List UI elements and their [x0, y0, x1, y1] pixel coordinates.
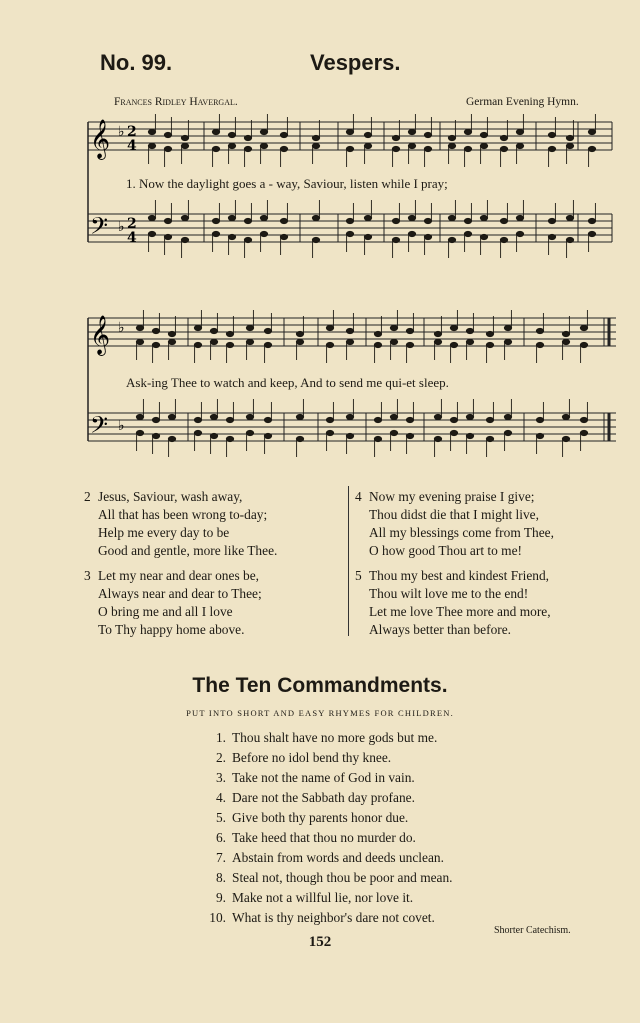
note-head	[500, 237, 507, 242]
note-head	[588, 218, 595, 223]
note-head	[466, 414, 473, 419]
note-head	[480, 215, 487, 220]
note-head	[406, 342, 413, 347]
note-head	[164, 218, 171, 223]
note-head	[212, 231, 219, 236]
note-head	[181, 143, 188, 148]
note-head	[486, 331, 493, 336]
note-head	[516, 215, 523, 220]
note-head	[346, 231, 353, 236]
note-head	[464, 231, 471, 236]
note-head	[466, 339, 473, 344]
note-head	[588, 231, 595, 236]
note-head	[210, 339, 217, 344]
hymn-title: Vespers.	[310, 50, 401, 75]
note-head	[464, 129, 471, 134]
note-head	[326, 325, 333, 330]
time-sig-bottom: 4	[127, 138, 137, 154]
note-head	[152, 417, 159, 422]
note-head	[181, 215, 188, 220]
note-head	[588, 129, 595, 134]
note-head	[264, 342, 271, 347]
note-head	[244, 135, 251, 140]
key-flat-icon: ♭	[118, 124, 125, 140]
note-head	[408, 143, 415, 148]
note-head	[228, 234, 235, 239]
note-head	[168, 331, 175, 336]
note-head	[326, 430, 333, 435]
note-head	[228, 143, 235, 148]
note-head	[392, 218, 399, 223]
note-head	[346, 328, 353, 333]
note-head	[450, 430, 457, 435]
note-head	[164, 146, 171, 151]
note-head	[364, 132, 371, 137]
note-head	[264, 328, 271, 333]
hymn-tune: German Evening Hymn.	[466, 96, 579, 108]
note-head	[390, 339, 397, 344]
bass-clef-icon: 𝄢	[90, 212, 109, 245]
note-head	[548, 234, 555, 239]
note-head	[390, 430, 397, 435]
note-head	[536, 417, 543, 422]
verse-2: 2 Jesus, Saviour, wash away, All that has been wrong to-day; Help me every day to be Good and gentle, more like Thee.	[84, 489, 278, 558]
note-head	[346, 218, 353, 223]
note-head	[210, 414, 217, 419]
lyrics-line-2: Ask-ing Thee to watch and keep, And to send me qui-et sleep.	[126, 375, 449, 390]
note-head	[312, 237, 319, 242]
lyrics-line-1: 1. Now the daylight goes a - way, Saviour, listen while I pray;	[126, 176, 448, 191]
note-head	[480, 132, 487, 137]
commandment-item: 6. Take heed that thou no murder do.	[215, 830, 416, 845]
key-flat-icon: ♭	[118, 320, 125, 336]
note-head	[548, 132, 555, 137]
music-score	[0, 0, 640, 470]
note-head	[226, 331, 233, 336]
note-head	[312, 215, 319, 220]
note-head	[260, 129, 267, 134]
note-head	[406, 433, 413, 438]
note-head	[392, 135, 399, 140]
key-flat-icon: ♭	[118, 219, 125, 235]
note-head	[346, 414, 353, 419]
note-head	[392, 146, 399, 151]
note-head	[562, 339, 569, 344]
note-head	[212, 129, 219, 134]
note-head	[364, 215, 371, 220]
note-head	[136, 430, 143, 435]
note-head	[194, 417, 201, 422]
note-head	[228, 132, 235, 137]
note-head	[136, 414, 143, 419]
note-head	[448, 143, 455, 148]
note-head	[152, 342, 159, 347]
note-head	[434, 339, 441, 344]
note-head	[280, 132, 287, 137]
note-head	[148, 143, 155, 148]
note-head	[260, 231, 267, 236]
note-head	[562, 436, 569, 441]
note-head	[246, 430, 253, 435]
note-head	[500, 218, 507, 223]
note-head	[164, 234, 171, 239]
note-head	[450, 342, 457, 347]
note-head	[136, 325, 143, 330]
note-head	[168, 339, 175, 344]
commandment-item: 4. Dare not the Sabbath day profane.	[215, 790, 415, 805]
note-head	[450, 325, 457, 330]
note-head	[226, 417, 233, 422]
note-head	[486, 342, 493, 347]
note-head	[424, 218, 431, 223]
note-head	[466, 433, 473, 438]
note-head	[434, 414, 441, 419]
note-head	[504, 325, 511, 330]
note-head	[566, 135, 573, 140]
note-head	[246, 414, 253, 419]
note-head	[504, 339, 511, 344]
note-head	[280, 218, 287, 223]
note-head	[406, 328, 413, 333]
verse-4: 4 Now my evening praise I give; Thou didst die that I might live, All my blessings come from Thee, O how good Thou art to me!	[355, 489, 554, 558]
note-head	[152, 433, 159, 438]
key-flat-icon: ♭	[118, 418, 125, 434]
note-head	[392, 237, 399, 242]
note-head	[364, 234, 371, 239]
note-head	[346, 146, 353, 151]
note-head	[504, 430, 511, 435]
commandment-item: 1. Thou shalt have no more gods but me.	[215, 730, 438, 745]
note-head	[566, 143, 573, 148]
commandment-item: 3. Take not the name of God in vain.	[215, 770, 415, 785]
note-head	[280, 234, 287, 239]
note-head	[374, 436, 381, 441]
note-head	[408, 231, 415, 236]
note-head	[210, 433, 217, 438]
note-head	[212, 146, 219, 151]
commandment-item: 5. Give both thy parents honor due.	[215, 810, 409, 825]
note-head	[480, 143, 487, 148]
note-head	[181, 237, 188, 242]
note-head	[466, 328, 473, 333]
note-head	[296, 331, 303, 336]
note-head	[580, 325, 587, 330]
note-head	[448, 135, 455, 140]
note-head	[500, 146, 507, 151]
time-sig-bottom: 4	[127, 230, 137, 246]
note-head	[312, 135, 319, 140]
note-head	[168, 414, 175, 419]
treble-clef-icon: 𝄞	[90, 315, 111, 355]
note-head	[536, 328, 543, 333]
note-head	[346, 129, 353, 134]
note-head	[486, 436, 493, 441]
note-head	[226, 436, 233, 441]
commandment-item: 10. What is thy neighbor's dare not covet.	[209, 910, 435, 925]
note-head	[580, 417, 587, 422]
note-head	[516, 143, 523, 148]
note-head	[500, 135, 507, 140]
note-head	[226, 342, 233, 347]
note-head	[374, 331, 381, 336]
note-head	[260, 215, 267, 220]
note-head	[424, 146, 431, 151]
note-head	[168, 436, 175, 441]
note-head	[212, 218, 219, 223]
hymn-number: No. 99.	[100, 50, 173, 75]
note-head	[260, 143, 267, 148]
page-number: 152	[308, 934, 332, 950]
note-head	[246, 325, 253, 330]
note-head	[244, 218, 251, 223]
note-head	[504, 414, 511, 419]
time-sig-top: 2	[127, 124, 137, 140]
note-head	[280, 146, 287, 151]
note-head	[480, 234, 487, 239]
note-head	[580, 430, 587, 435]
note-head	[536, 342, 543, 347]
note-head	[136, 339, 143, 344]
note-head	[434, 331, 441, 336]
hymn-author: Frances Ridley Havergal.	[114, 96, 238, 108]
note-head	[244, 146, 251, 151]
note-head	[264, 417, 271, 422]
note-head	[406, 417, 413, 422]
note-head	[516, 129, 523, 134]
note-head	[346, 433, 353, 438]
note-head	[296, 339, 303, 344]
note-head	[164, 132, 171, 137]
commandment-item: 7. Abstain from words and deeds unclean.	[215, 850, 444, 865]
note-head	[408, 215, 415, 220]
note-head	[566, 237, 573, 242]
note-head	[244, 237, 251, 242]
commandment-item: 9. Make not a willful lie, nor love it.	[215, 890, 414, 905]
note-head	[296, 436, 303, 441]
note-head	[346, 339, 353, 344]
note-head	[464, 218, 471, 223]
note-head	[408, 129, 415, 134]
note-head	[181, 135, 188, 140]
note-head	[246, 339, 253, 344]
note-head	[148, 129, 155, 134]
note-head	[194, 342, 201, 347]
note-head	[374, 342, 381, 347]
note-head	[562, 414, 569, 419]
commandments-subtitle: PUT INTO SHORT AND EASY RHYMES FOR CHILDREN.	[186, 708, 454, 718]
note-head	[194, 430, 201, 435]
note-head	[548, 218, 555, 223]
bass-clef-icon: 𝄢	[90, 411, 109, 444]
note-heads	[136, 114, 595, 457]
note-head	[148, 231, 155, 236]
verse-divider	[348, 486, 349, 636]
note-head	[486, 417, 493, 422]
note-head	[296, 414, 303, 419]
note-head	[448, 215, 455, 220]
note-head	[326, 417, 333, 422]
commandments-title: The Ten Commandments.	[192, 674, 448, 697]
note-head	[536, 433, 543, 438]
note-head	[264, 433, 271, 438]
note-head	[364, 143, 371, 148]
note-head	[448, 237, 455, 242]
note-head	[326, 342, 333, 347]
verse-3: 3 Let my near and dear ones be, Always near and dear to Thee; O bring me and all I love To Thy happy home above.	[84, 568, 262, 637]
time-sig-top: 2	[127, 216, 137, 232]
commandment-item: 2. Before no idol bend thy knee.	[215, 750, 392, 765]
note-head	[464, 146, 471, 151]
note-head	[148, 215, 155, 220]
note-head	[210, 328, 217, 333]
attribution: Shorter Catechism.	[494, 925, 571, 936]
note-head	[424, 132, 431, 137]
verse-5: 5 Thou my best and kindest Friend, Thou wilt love me to the end! Let me love Thee more and more, Always better than before.	[355, 568, 551, 637]
note-head	[588, 146, 595, 151]
note-head	[228, 215, 235, 220]
note-head	[152, 328, 159, 333]
note-head	[194, 325, 201, 330]
note-head	[374, 417, 381, 422]
note-head	[548, 146, 555, 151]
note-head	[566, 215, 573, 220]
note-head	[434, 436, 441, 441]
commandment-item: 8. Steal not, though thou be poor and mean.	[215, 870, 453, 885]
note-head	[424, 234, 431, 239]
note-head	[312, 143, 319, 148]
note-head	[390, 325, 397, 330]
note-head	[390, 414, 397, 419]
treble-clef-icon: 𝄞	[90, 119, 111, 159]
note-head	[580, 342, 587, 347]
note-head	[562, 331, 569, 336]
note-head	[450, 417, 457, 422]
note-head	[516, 231, 523, 236]
